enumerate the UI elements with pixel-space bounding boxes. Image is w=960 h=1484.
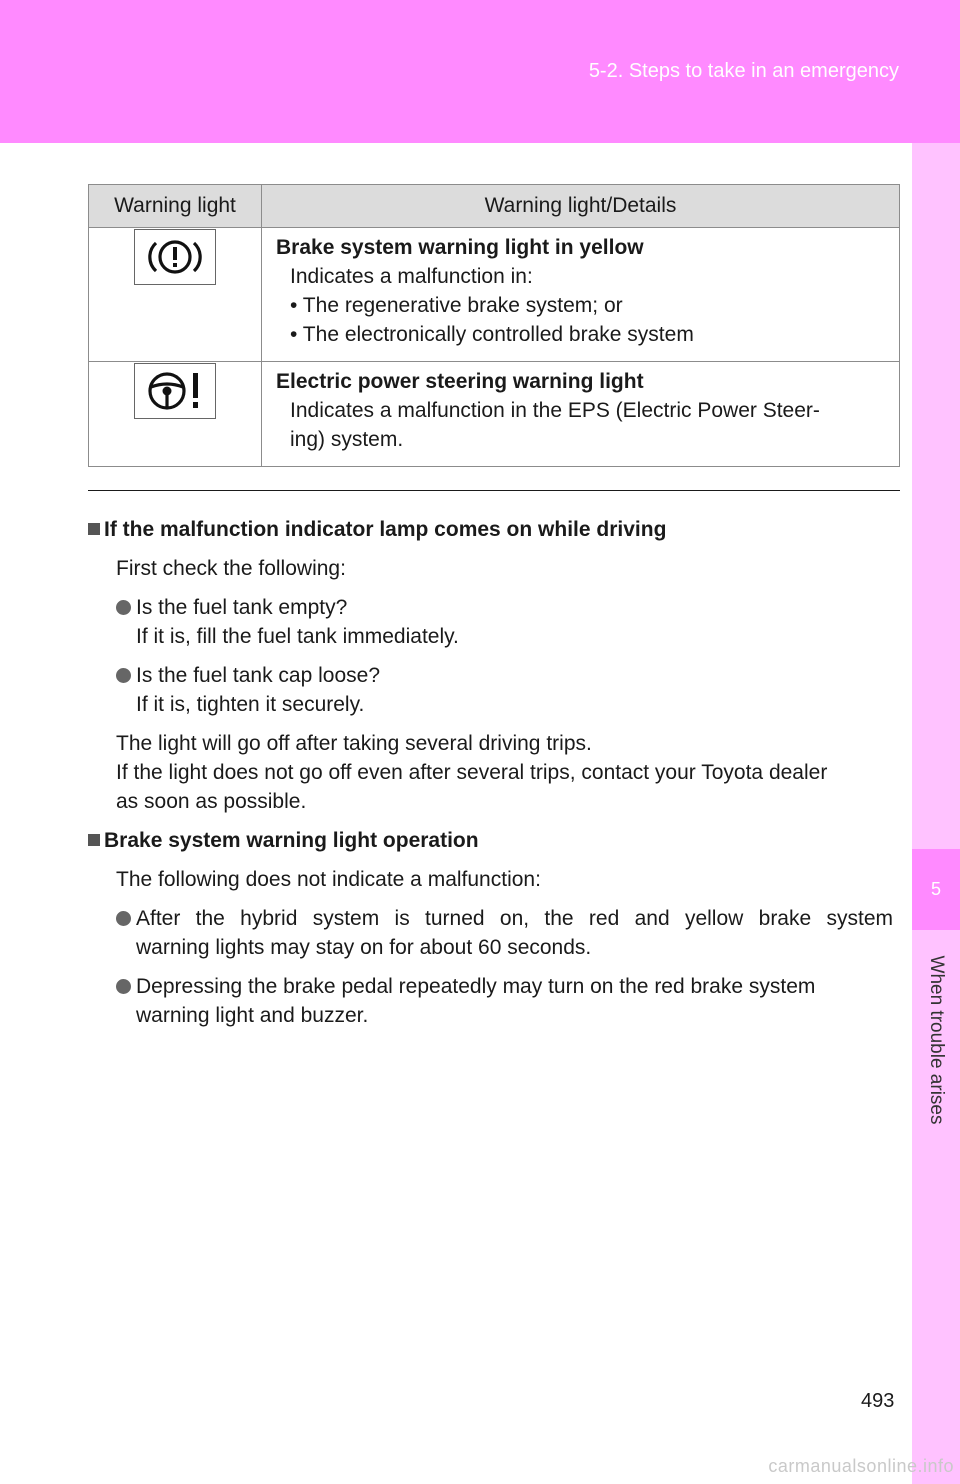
detail-line: • The regenerative brake system; or (290, 294, 623, 317)
chapter-label: When trouble arises (926, 955, 947, 1125)
detail-line: Indicates a malfunction in: (290, 265, 533, 288)
paragraph: The following does not indicate a malfunction: (116, 868, 541, 891)
detail-cell (262, 228, 900, 362)
column-header: Warning light/Details (262, 185, 900, 228)
list-item: Depressing the brake pedal repeatedly may turn on the red brake system warning light and buzzer. (88, 972, 893, 1030)
warning-light-table (88, 184, 900, 467)
circle-bullet-icon (116, 911, 131, 926)
brake-system-warning-icon (134, 229, 216, 285)
page-header (0, 0, 960, 143)
icon-cell (89, 228, 262, 362)
table-row (89, 228, 900, 362)
section-heading: Brake system warning light operation (88, 826, 893, 855)
circle-bullet-icon (116, 600, 131, 615)
notes-content (88, 515, 893, 1040)
section-title: 5-2. Steps to take in an emergency (588, 60, 899, 82)
paragraph: First check the following: (116, 557, 346, 580)
table-header-row (89, 185, 900, 228)
list-item: Is the fuel tank cap loose? If it is, tighten it securely. (88, 661, 893, 719)
page-number: 493 (861, 1390, 895, 1412)
side-tab-upper (912, 143, 960, 849)
paragraph: The light will go off after taking several driving trips. If the light does not go off even after several trips, contact your Toyota dealer as soon as possible. (116, 732, 828, 813)
detail-line: ing) system. (290, 428, 404, 451)
icon-cell (89, 362, 262, 467)
section-divider (88, 490, 900, 491)
detail-line: Indicates a malfunction in the EPS (Electric Power Steer- (290, 399, 820, 422)
circle-bullet-icon (116, 979, 131, 994)
detail-cell (262, 362, 900, 467)
square-bullet-icon (88, 523, 100, 535)
watermark: carmanualsonline.info (768, 1456, 954, 1476)
detail-line: • The electronically controlled brake system (290, 323, 694, 346)
section-heading: If the malfunction indicator lamp comes on while driving (88, 515, 893, 544)
list-item: After the hybrid system is turned on, the red and yellow brake system warning lights may stay on for about 60 seconds. (88, 904, 893, 962)
warning-title: Brake system warning light in yellow (276, 236, 644, 259)
column-header: Warning light (89, 185, 262, 228)
circle-bullet-icon (116, 668, 131, 683)
warning-title: Electric power steering warning light (276, 370, 644, 393)
power-steering-warning-icon (134, 363, 216, 419)
list-item: Is the fuel tank empty? If it is, fill the fuel tank immediately. (88, 593, 893, 651)
chapter-number-tab: 5 (912, 849, 960, 930)
table-row (89, 362, 900, 467)
square-bullet-icon (88, 834, 100, 846)
